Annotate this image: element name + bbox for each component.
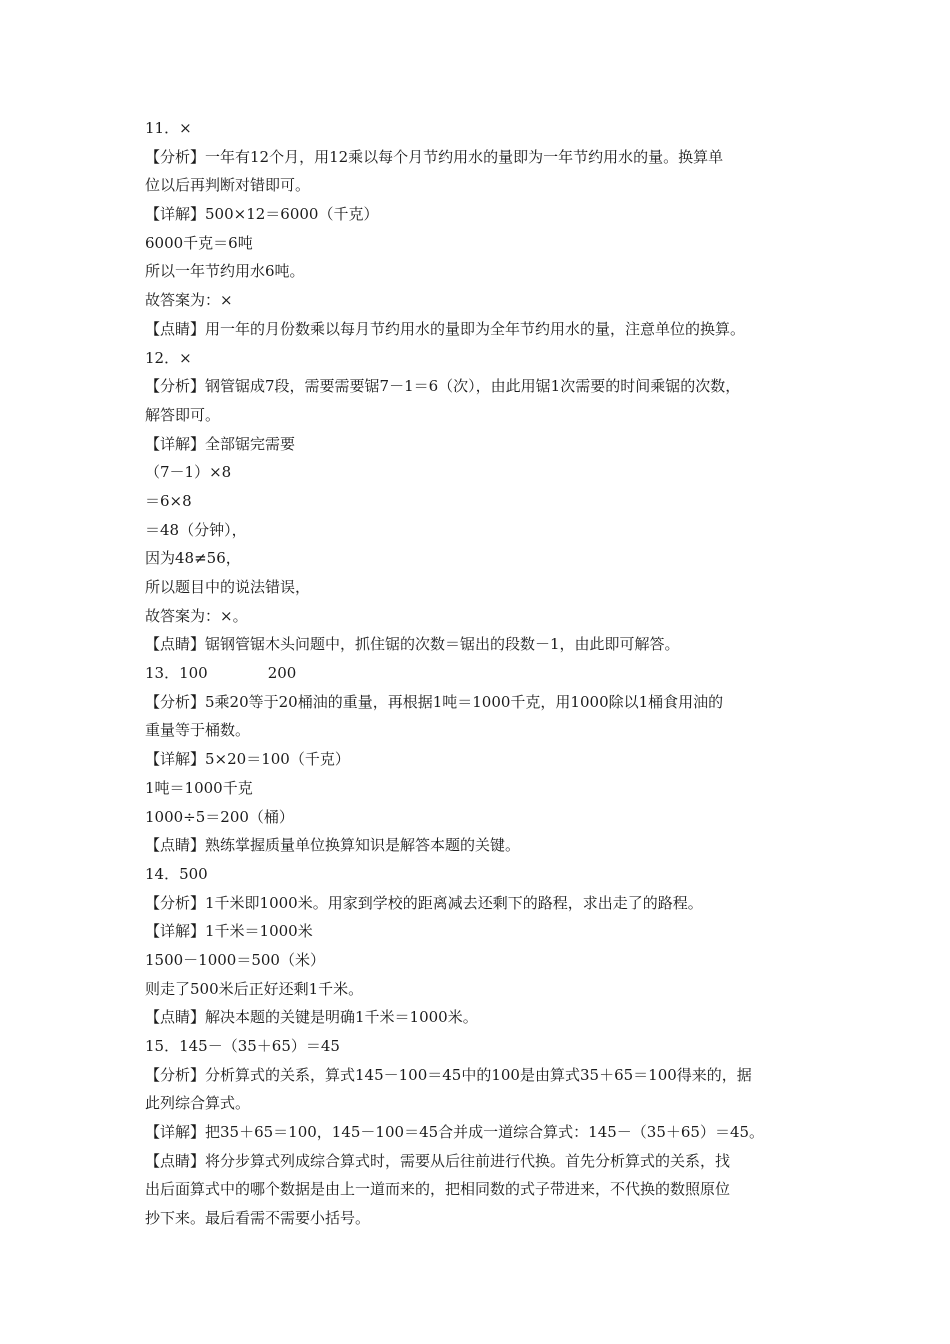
detail-12-line-4: ＝48（分钟）， <box>145 520 247 539</box>
detail-14-line-1: 【详解】1千米＝1000米 <box>145 922 313 941</box>
comment-13: 【点睛】熟练掌握质量单位换算知识是解答本题的关键。 <box>145 836 521 855</box>
analysis-13-line-2: 重量等于桶数。 <box>145 721 251 740</box>
detail-13-line-2: 1吨＝1000千克 <box>145 778 253 797</box>
analysis-12-line-1: 【分析】钢管锯成7段，需要需要锯7－1＝6（次），由此用锯1次需要的时间乘锯的次数， <box>145 377 741 396</box>
answer-heading-15: 15．145－（35＋65）＝45 <box>145 1037 340 1055</box>
analysis-15-line-2: 此列综合算式。 <box>145 1094 251 1113</box>
analysis-14: 【分析】1千米即1000米。用家到学校的距离减去还剩下的路程，求出走了的路程。 <box>145 893 703 912</box>
comment-14: 【点睛】解决本题的关键是明确1千米＝1000米。 <box>145 1008 478 1027</box>
comment-15-line-2: 出后面算式中的哪个数据是由上一道而来的，把相同数的式子带进来，不代换的数照原位 <box>145 1180 731 1199</box>
detail-15: 【详解】把35＋65＝100，145－100＝45合并成一道综合算式：145－（35＋65）＝45。 <box>145 1123 765 1142</box>
answer-heading-13: 13．100 200 <box>145 664 297 683</box>
detail-12-line-3: ＝6×8 <box>145 491 192 510</box>
analysis-12-line-2: 解答即可。 <box>145 405 221 424</box>
detail-14-line-3: 则走了500米后正好还剩1千米。 <box>145 979 364 998</box>
detail-14-line-2: 1500－1000＝500（米） <box>145 950 325 969</box>
detail-13-line-3: 1000÷5＝200（桶） <box>145 807 294 826</box>
detail-13-line-1: 【详解】5×20＝100（千克） <box>145 750 350 769</box>
detail-11-line-3: 所以一年节约用水6吨。 <box>145 262 305 281</box>
answer-heading-11: 11．× <box>145 119 192 137</box>
document-page <box>145 114 835 1233</box>
comment-15-line-3: 抄下来。最后看需不需要小括号。 <box>145 1209 371 1228</box>
comment-15-line-1: 【点睛】将分步算式列成综合算式时，需要从后往前进行代换。首先分析算式的关系，找 <box>145 1151 731 1170</box>
detail-12-line-5: 因为48≠56， <box>145 549 241 568</box>
analysis-15-line-1: 【分析】分析算式的关系，算式145－100＝45中的100是由算式35＋65＝100得来的，据 <box>145 1065 752 1084</box>
detail-12-line-2: （7－1）×8 <box>145 463 232 482</box>
answer-11: 故答案为：× <box>145 291 233 310</box>
detail-11-line-1: 【详解】500×12＝6000（千克） <box>145 205 379 224</box>
comment-11: 【点睛】用一年的月份数乘以每月节约用水的量即为全年节约用水的量，注意单位的换算。 <box>145 319 746 338</box>
answer-12: 故答案为：×。 <box>145 606 248 625</box>
analysis-13-line-1: 【分析】5乘20等于20桶油的重量，再根据1吨＝1000千克，用1000除以1桶食用油的 <box>145 692 724 711</box>
comment-12: 【点睛】锯钢管锯木头问题中，抓住锯的次数＝锯出的段数－1，由此即可解答。 <box>145 635 680 654</box>
detail-12-line-6: 所以题目中的说法错误， <box>145 578 311 596</box>
detail-12-line-1: 【详解】全部锯完需要 <box>145 434 296 453</box>
answer-heading-12: 12．× <box>145 348 192 367</box>
analysis-11-line-2: 位以后再判断对错即可。 <box>145 176 311 195</box>
answer-heading-14: 14．500 <box>145 864 208 883</box>
analysis-11-line-1: 【分析】一年有12个月，用12乘以每个月节约用水的量即为一年节约用水的量。换算单 <box>145 147 724 166</box>
detail-11-line-2: 6000千克＝6吨 <box>145 233 253 252</box>
